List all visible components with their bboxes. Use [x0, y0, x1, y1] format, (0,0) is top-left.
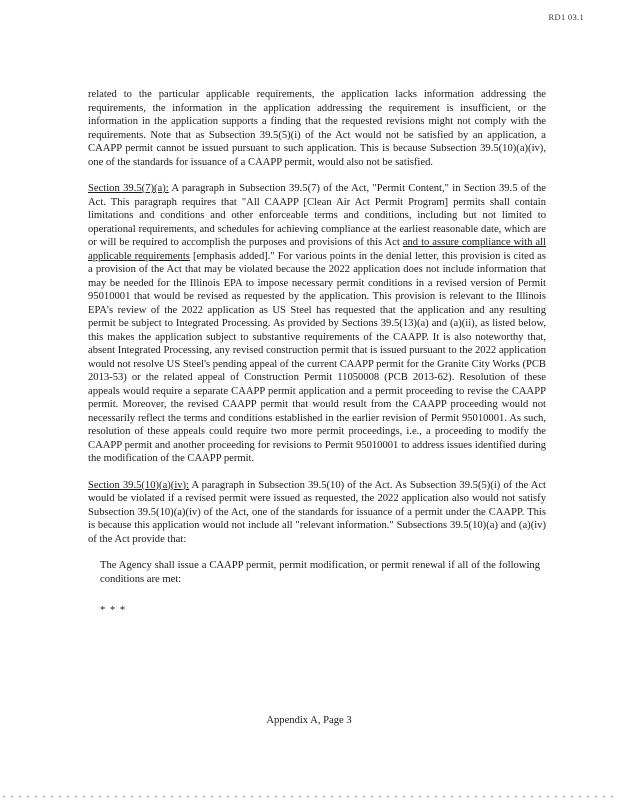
- paragraph-section-39-5-10-a-iv: [88, 479, 546, 547]
- ellipsis: * * *: [100, 605, 127, 616]
- paragraph-text: A paragraph in Subsection 39.5(7) of the Act, "Permit Content," in Section 39.5 of the Act. This paragraph requires that "All CAAPP [Clean Air Act Permit Program] permits shall contain limitations and conditions and other enforceable terms and conditions, including but not limited to operational requirements, and schedules for achieving compliance at the earliest reasonable date, which are or will be required to accomplish the purposes and provisions of this Act: [88, 183, 546, 248]
- emphasized-text: and to assure compliance with all applicable requirements: [88, 237, 546, 262]
- paragraph-continuation: related to the particular applicable requirements, the application lacks information addressing the requirements, the information in the application addressing the requirement is insufficient, or the information in the application supports a finding that the requested revisions might not comply with the requirements. Note that as Subsection 39.5(5)(i) of the Act would not be satisfied by an application, a CAAPP permit cannot be issued pursuant to such application. This is because Subsection 39.5(10)(a)(iv), one of the standards for issuance of a CAAPP permit, would also not be satisfied.: [88, 89, 546, 168]
- page-footer: Appendix A, Page 3: [266, 715, 352, 726]
- section-heading: Section 39.5(10)(a)(iv):: [88, 479, 190, 491]
- paragraph-section-39-5-7-a: [88, 182, 546, 466]
- scan-edge-dots: [0, 795, 618, 798]
- section-heading: Section 39.5(7)(a):: [88, 183, 169, 194]
- block-quote: The Agency shall issue a CAAPP permit, permit modification, or permit renewal if all of the following conditions are met:: [100, 560, 540, 585]
- paragraph-text: [emphasis added]." For various points in the denial letter, this provision is cited as a provision of the Act that may be violated because the 2022 application does not include information that may be needed for the Illinois EPA to impose necessary permit conditions in a revised version of Permit 95010001 that would be revised as requested by the application. This provision is relevant to the Illinois EPA's review of the 2022 application as US Steel has requested that the application and any resulting permit be subject to Integrated Processing. As provided by Sections 39.5(13)(a) and (a)(ii), as listed below, this makes the application subject to substantive requirements of the CAAPP. It is also noteworthy that, absent Integrated Processing, any revised construction permit that is issued pursuant to the 2022 application would not resolve US Steel's pending appeal of the current CAAPP permit for the Granite City Works (PCB 2013-53) or the related appeal of Construction Permit 11050008 (PCB 2013-62). Resolution of these appeals would require a separate CAAPP permit application and a permit proceeding to revise the CAAPP permit. Moreover, the revised CAAPP permit that would result from the CAAPP proceeding would not necessarily reflect the terms and conditions established in the earlier revision of Permit 95010001. As such, resolution of these appeals could require two more permit proceedings, i.e., a proceeding to modify the CAAPP permit and another proceeding for revisions to Permit 95010001 to address issues identified during the modification of the CAAPP permit.: [88, 250, 546, 464]
- document-body: [88, 88, 546, 618]
- page-identifier: RD1 03.1: [548, 12, 584, 22]
- paragraph-text: A paragraph in Subsection 39.5(10) of the Act. As Subsection 39.5(5)(i) of the Act would be violated if a revised permit were issued as requested, the 2022 application also would not satisfy Subsection 39.5(10)(a)(iv) of the Act, one of the standards for issuance of a permit under the CAAPP. This is because this application would not include all "relevant information." Subsections 39.5(10)(a) and (a)(iv) of the Act provide that:: [88, 479, 546, 545]
